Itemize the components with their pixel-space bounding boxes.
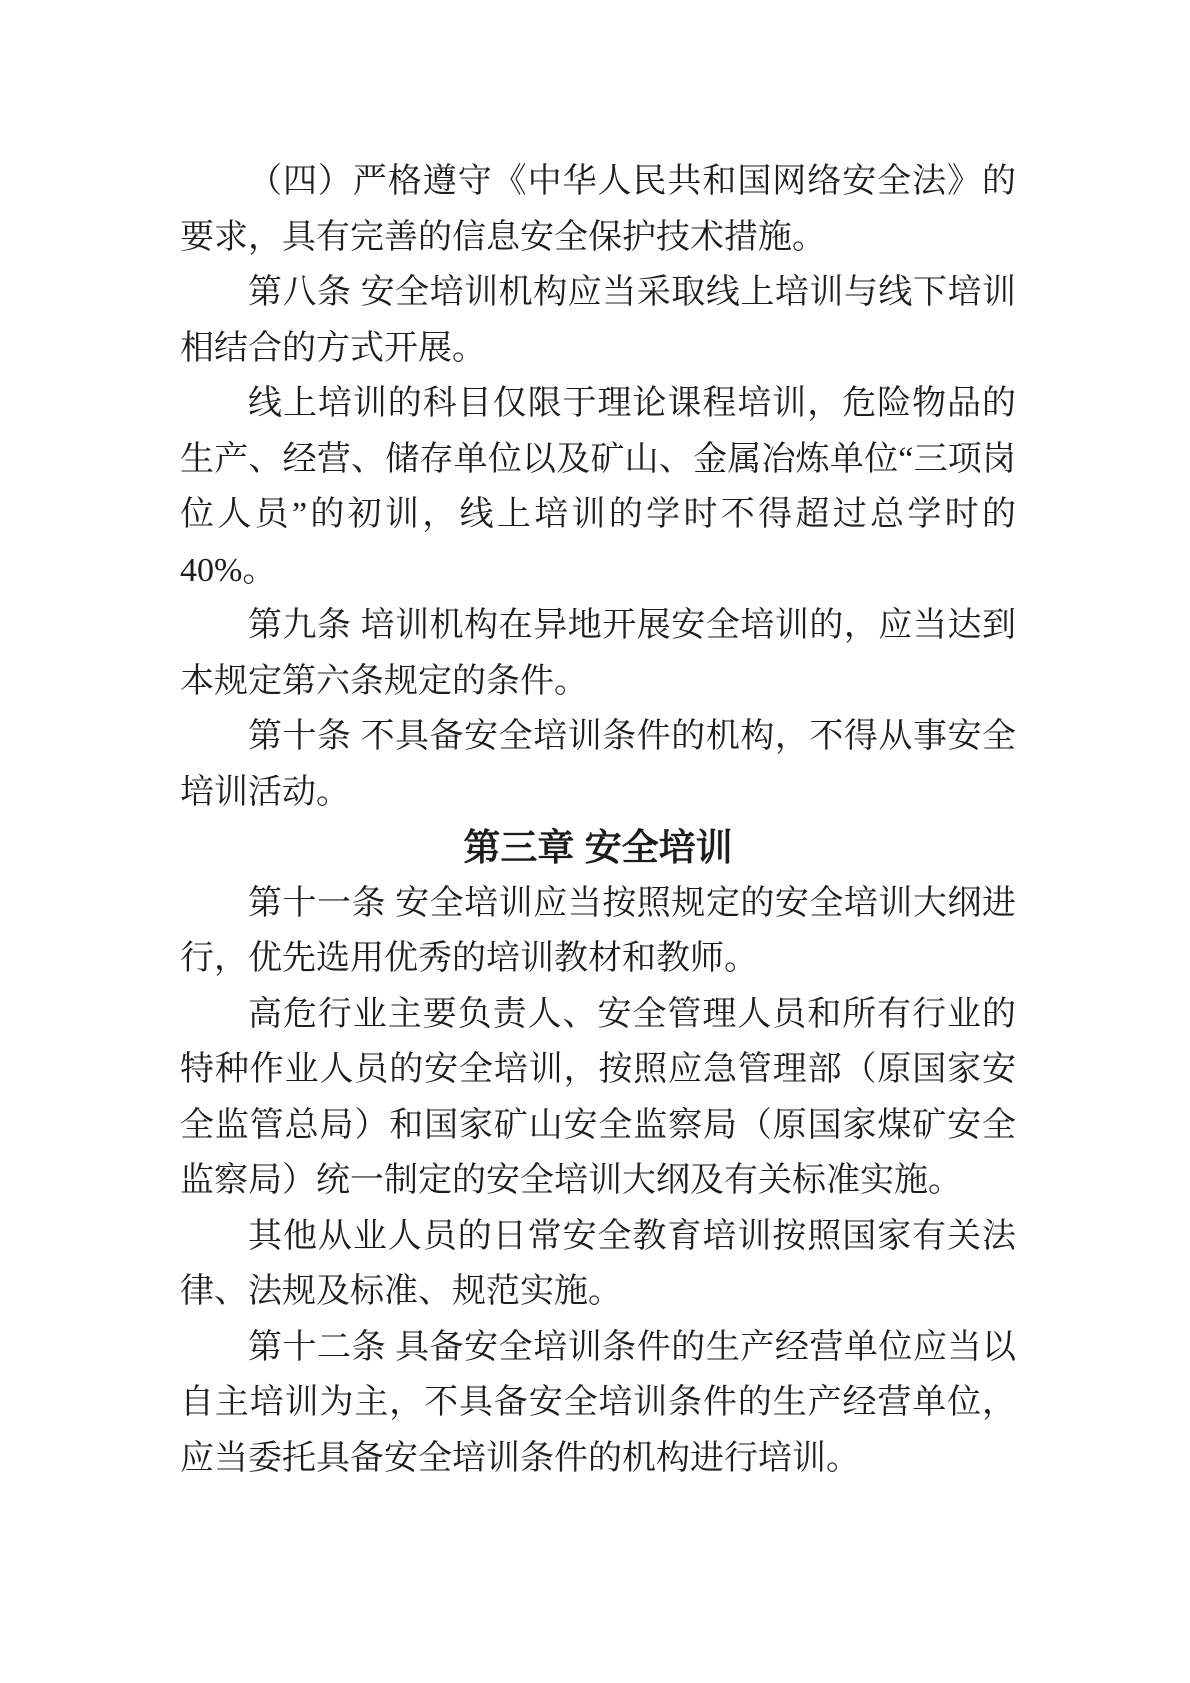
body-paragraph: 第八条 安全培训机构应当采取线上培训与线下培训相结合的方式开展。 [180,274,1016,367]
body-paragraph: 第十一条 安全培训应当按照规定的安全培训大纲进行，优先选用优秀的培训教材和教师。 [180,884,1016,977]
body-paragraph: （四）严格遵守《中华人民共和国网络安全法》的要求，具有完善的信息安全保护技术措施。 [180,163,1016,256]
body-paragraph: 第十条 不具备安全培训条件的机构，不得从事安全培训活动。 [180,718,1016,811]
body-paragraph: 第九条 培训机构在异地开展安全培训的，应当达到本规定第六条规定的条件。 [180,607,1016,700]
body-paragraph: 线上培训的科目仅限于理论课程培训，危险物品的生产、经营、储存单位以及矿山、金属冶炼单位“三项岗位人员”的初训，线上培训的学时不得超过总学时的40%。 [180,385,1016,589]
body-paragraph: 第十二条 具备安全培训条件的生产经营单位应当以自主培训为主，不具备安全培训条件的生产经营单位，应当委托具备安全培训条件的机构进行培训。 [180,1328,1016,1477]
body-paragraph: 其他从业人员的日常安全教育培训按照国家有关法律、法规及标准、规范实施。 [180,1217,1016,1310]
body-paragraph: 高危行业主要负责人、安全管理人员和所有行业的特种作业人员的安全培训，按照应急管理部（原国家安全监管总局）和国家矿山安全监察局（原国家煤矿安全监察局）统一制定的安全培训大纲及有关标准实施。 [180,995,1016,1199]
chapter-heading: 第三章 安全培训 [463,827,733,868]
document-body [180,154,1016,1486]
